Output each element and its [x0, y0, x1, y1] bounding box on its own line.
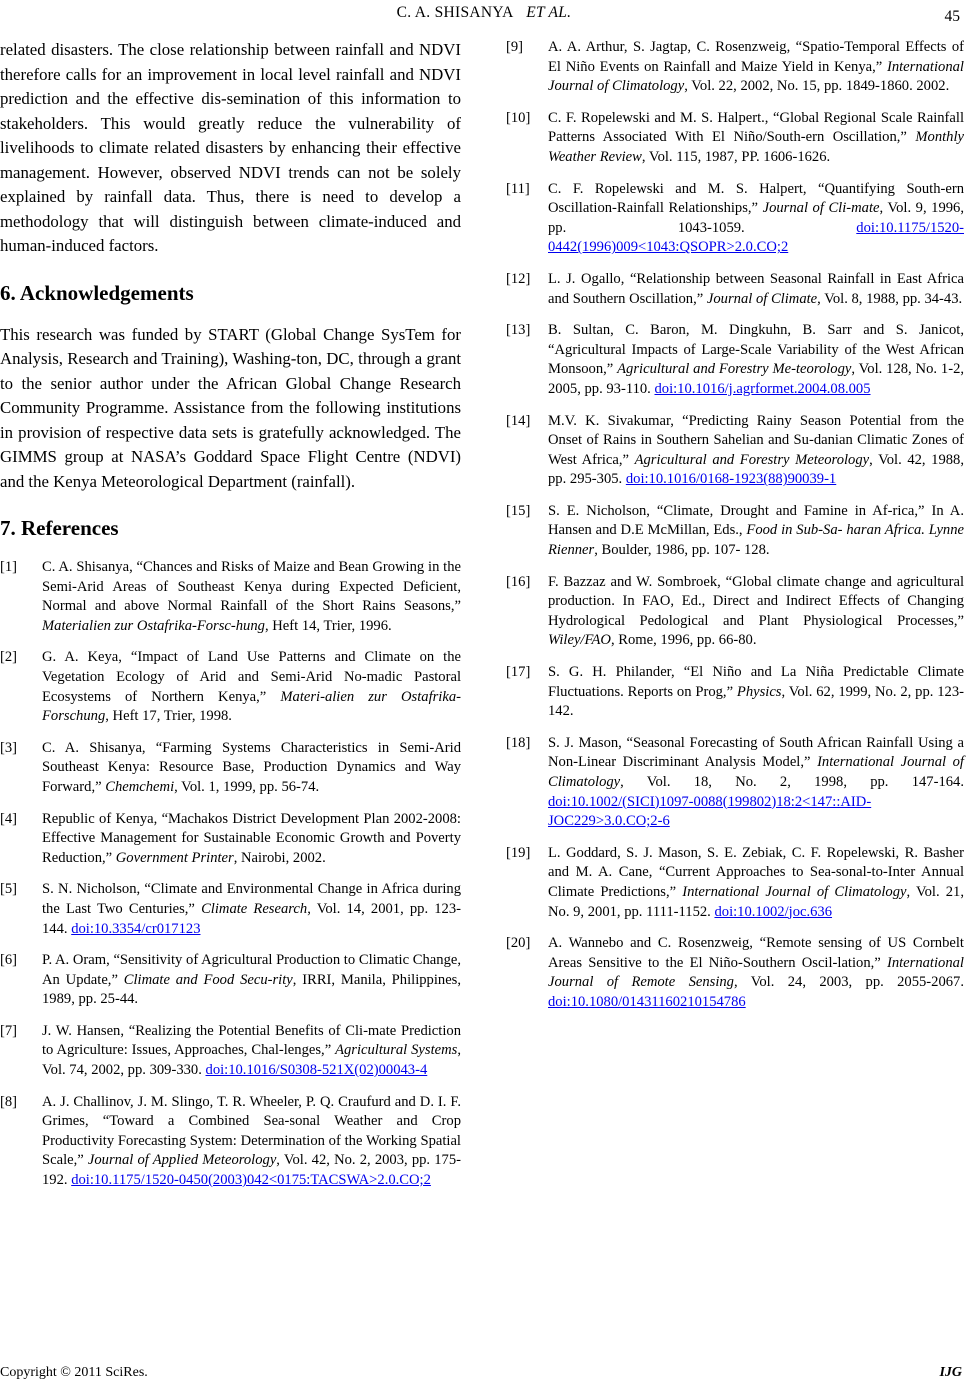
reference-entry	[506, 109, 964, 168]
reference-text: S. E. Nicholson, “Climate, Drought and Famine in Af-rica,” In A. Hansen and D.E McMillan, Eds.,	[548, 502, 964, 539]
reference-text: L. J. Ogallo, “Relationship between Seasonal Rainfall in East Africa and Southern Oscillation,”	[548, 270, 964, 307]
reference-number: [19]	[506, 844, 531, 861]
reference-source: International Journal of Climatology	[682, 883, 907, 900]
reference-details: , Vol. 14, 2001, pp. 123-144.	[42, 900, 462, 937]
reference-text: F. Bazzaz and W. Sombroek, “Global climate change and agricultural production. In FAO, Ed., Direct and Indirect Effects of Changing Hydrological Pedological and Plant Physiological Processes,”	[548, 573, 964, 629]
reference-details: , Rome, 1996, pp. 66-80.	[610, 632, 757, 649]
reference-entry	[0, 810, 461, 869]
running-head-authors: C. A. SHISANYA	[396, 4, 514, 21]
reference-number: [6]	[0, 952, 18, 969]
reference-number: [7]	[0, 1022, 18, 1039]
reference-entry	[506, 412, 964, 490]
reference-number: [1]	[0, 559, 18, 575]
reference-details: , Heft 14, Trier, 1996.	[264, 617, 392, 634]
reference-details: , Vol. 9, 1996, pp. 1043-1059.	[548, 200, 964, 236]
acknowledgements-heading: 6. Acknowledgements	[0, 280, 194, 305]
reference-number: [2]	[0, 649, 18, 666]
reference-entry	[506, 270, 964, 309]
page-number: 45	[944, 8, 960, 25]
references-heading: 7. References	[0, 516, 119, 540]
reference-text: A. A. Arthur, S. Jagtap, C. Rosenzweig, “Spatio-Temporal Effects of El Niño Events on Rainfall and Maize Yield in Kenya,”	[548, 39, 964, 75]
reference-details: , Vol. 128, No. 1-2, 2005, pp. 93-110.	[548, 361, 965, 397]
reference-entry	[0, 1022, 461, 1081]
reference-details: , Vol. 18, No. 2, 1998, pp. 147-164.	[620, 774, 964, 790]
reference-source: Agricultural and Forestry Meteorology	[634, 451, 870, 468]
reference-entry	[506, 502, 964, 561]
reference-text: S. N. Nicholson, “Climate and Environmental Change in Africa during the Last Two Centuries,”	[42, 881, 461, 917]
doi-link[interactable]: doi:10.1002/(SICI)1097-0088(199802)18:2<147::AID-JOC229>3.0.CO;2-6	[548, 793, 872, 830]
reference-number: [3]	[0, 739, 18, 756]
reference-details: , Vol. 21, No. 9, 2001, pp. 1111-1152.	[548, 883, 964, 920]
reference-source: Journal of Climate	[706, 290, 818, 307]
reference-text: J. W. Hansen, “Realizing the Potential Benefits of Cli-mate Prediction to Agriculture: Issues, Approaches, Chal-lenges,”	[42, 1022, 461, 1059]
reference-text: L. Goddard, S. J. Mason, S. E. Zebiak, C. F. Ropelewski, R. Basher and M. A. Cane, “Current Approaches to Sea-sonal-to-Inter Annual Climate Predictions,”	[548, 844, 964, 900]
doi-link[interactable]: doi:10.1016/0168-1923(88)90039-1	[625, 471, 837, 488]
reference-number: [4]	[0, 810, 18, 827]
reference-source: Chemchemi	[105, 778, 175, 795]
reference-entry	[506, 663, 964, 722]
reference-entry	[506, 321, 964, 399]
reference-details: , Vol. 42, 1988, pp. 295-305.	[548, 451, 964, 488]
reference-number: [12]	[506, 270, 531, 287]
journal-abbrev: IJG	[939, 1365, 962, 1380]
running-head	[0, 4, 968, 22]
reference-source: Government Printer	[115, 849, 234, 866]
reference-entry	[506, 573, 964, 651]
reference-details: , Vol. 42, No. 2, 2003, pp. 175-192.	[42, 1152, 461, 1189]
reference-number: [14]	[506, 412, 531, 429]
reference-text: B. Sultan, C. Baron, M. Dingkuhn, B. Sarr and S. Janicot, “Agricultural Impacts of Large-Scale Variability of the West African Monsoon,”	[548, 322, 964, 378]
reference-source: International Journal of Remote Sensing	[548, 954, 964, 991]
reference-details: , Vol. 1, 1999, pp. 56-74.	[174, 778, 320, 795]
reference-number: [11]	[506, 180, 530, 197]
reference-number: [9]	[506, 39, 524, 55]
doi-link[interactable]: doi:10.1175/1520-0442(1996)009<1043:QSOPR>2.0.CO;2	[548, 219, 964, 256]
reference-number: [13]	[506, 322, 531, 339]
reference-entry	[506, 38, 964, 97]
doi-link[interactable]: doi:10.1002/joc.636	[714, 903, 833, 920]
reference-source: Agricultural Systems	[335, 1042, 458, 1059]
doi-link[interactable]: doi:10.1016/j.agrformet.2004.08.005	[654, 380, 871, 397]
reference-details: , Vol. 22, 2002, No. 15, pp. 1849-1860. 2002.	[684, 78, 950, 95]
reference-details: , Boulder, 1986, pp. 107- 128.	[594, 542, 770, 559]
reference-details: , Vol. 74, 2002, pp. 309-330.	[42, 1042, 461, 1079]
acknowledgements-paragraph: This research was funded by START (Global Change SysTem for Analysis, Research and Training), Washing-ton, DC, through a grant to the senior author under the African Global Change Research Community Programme. Assistance from the following institutions in provision of respective data sets is gratefully acknowledged. The GIMMS group at NASA’s Goddard Space Flight Centre (NDVI) and the Kenya Meteorological Department (rainfall).	[0, 324, 461, 491]
reference-number: [15]	[506, 502, 531, 519]
doi-link[interactable]: doi:10.3354/cr017123	[71, 920, 201, 937]
reference-details: , Nairobi, 2002.	[233, 849, 326, 866]
intro-paragraph: related disasters. The close relationship between rainfall and NDVI therefore calls for an improvement in local level rainfall and NDVI prediction and the effective dis-semination of this information to stakeholders. This would greatly reduce the vulnerability of livelihoods to climate related disasters by enhancing their effective management. However, observed NDVI trends can not be solely explained by rainfall data. Thus, there is need to develop a methodology that will distinguish between climate-induced and human-induced factors.	[0, 40, 461, 255]
reference-source: Monthly Weather Review	[548, 129, 964, 165]
reference-source: International Journal of Climatology	[548, 754, 964, 790]
reference-entry	[506, 844, 964, 922]
reference-entry	[0, 880, 461, 939]
reference-text: C. A. Shisanya, “Chances and Risks of Maize and Bean Growing in the Semi-Arid Areas of Southeast Kenya during Expected Deficient, Normal and above Normal Rainfall of the Short Rains Seasons,”	[42, 559, 461, 615]
reference-entry	[0, 558, 461, 636]
reference-details: , Vol. 8, 1988, pp. 34-43.	[817, 290, 963, 307]
reference-number: [17]	[506, 664, 531, 681]
reference-text: M.V. K. Sivakumar, “Predicting Rainy Season Potential from the Onset of Rains in Southern Sahelian and Su-danian Climatic Zones of West Africa,”	[548, 412, 964, 468]
reference-number: [20]	[506, 935, 531, 952]
reference-source: International Journal of Climatology	[548, 58, 964, 95]
reference-details: , Heft 17, Trier, 1998.	[105, 708, 232, 725]
reference-entry	[506, 734, 964, 832]
copyright-notice: Copyright © 2011 SciRes.	[0, 1365, 148, 1380]
reference-source: Agricultural and Forestry Me-teorology	[617, 361, 852, 378]
reference-entry	[0, 739, 461, 798]
reference-number: [16]	[506, 573, 531, 590]
left-column	[0, 38, 461, 1203]
reference-entry	[506, 180, 964, 258]
reference-entry	[0, 648, 461, 726]
reference-text: C. F. Ropelewski and M. S. Halpert, “Quantifying South-ern Oscillation-Rainfall Relationships,”	[548, 180, 964, 217]
reference-number: [18]	[506, 734, 531, 751]
reference-source: Materi-alien zur Ostafrika-Forschung	[42, 688, 461, 725]
reference-source: Climate and Food Secu-rity	[123, 971, 293, 988]
reference-text: C. F. Ropelewski and M. S. Halpert., “Global Regional Scale Rainfall Patterns Associated With El Niño/South-ern Oscillation,”	[548, 109, 964, 146]
reference-text: Republic of Kenya, “Machakos District Development Plan 2002-2008: Effective Management for Sustainable Economic Growth and Poverty Reduction,”	[42, 810, 461, 866]
reference-text: P. A. Oram, “Sensitivity of Agricultural Production to Climatic Change, An Update,”	[42, 952, 461, 988]
reference-list-left	[0, 558, 461, 1191]
reference-text: A. J. Challinov, J. M. Slingo, T. R. Wheeler, P. Q. Craufurd and D. I. F. Grimes, “Toward a Combined Sea-sonal Weather and Crop Productivity Forecasting System: Determination of the Working Spatial Scale,”	[42, 1093, 461, 1169]
reference-source: Physics	[736, 683, 782, 700]
reference-entry	[0, 1093, 461, 1191]
reference-text: A. Wannebo and C. Rosenzweig, “Remote sensing of US Cornbelt Areas Sensitive to the El Niño-Southern Oscil-lation,”	[548, 935, 964, 971]
reference-details: , Vol. 24, 2003, pp. 2055-2067.	[733, 974, 964, 991]
reference-source: Food in Sub-Sa- haran Africa. Lynne Rienner	[548, 522, 965, 559]
doi-link[interactable]: doi:10.1016/S0308-521X(02)00043-4	[205, 1062, 428, 1079]
reference-text: C. A. Shisanya, “Farming Systems Characteristics in Semi-Arid Southeast Kenya: Resource Base, Production Dynamics and Way Forward,”	[42, 739, 461, 795]
reference-text: S. G. H. Philander, “El Niño and La Niña Predictable Climate Fluctuations. Reports on Prog,”	[548, 664, 964, 700]
reference-number: [10]	[506, 109, 531, 126]
running-head-etal: ET AL.	[526, 4, 572, 21]
reference-source: Journal of Applied Meteorology	[87, 1152, 277, 1169]
reference-number: [8]	[0, 1093, 18, 1110]
reference-entry	[0, 951, 461, 1010]
reference-text: S. J. Mason, “Seasonal Forecasting of South African Rainfall Using a Non-Linear Discriminant Analysis Model,”	[548, 734, 964, 771]
reference-source: Wiley/FAO	[548, 632, 611, 649]
right-column	[506, 38, 964, 1025]
doi-link[interactable]: doi:10.1080/01431160210154786	[548, 993, 746, 1010]
doi-link[interactable]: doi:10.1175/1520-0450(2003)042<0175:TACSWA>2.0.CO;2	[71, 1172, 431, 1189]
reference-text: G. A. Keya, “Impact of Land Use Patterns and Climate on the Vegetation Ecology of Arid and Semi-Arid No-madic Pastoral Ecosystems of Northern Kenya,”	[42, 649, 461, 705]
page-header	[0, 4, 968, 30]
reference-list-right	[506, 38, 964, 1013]
reference-source: Journal of Cli-mate	[762, 200, 880, 217]
reference-source: Climate Research	[201, 900, 308, 917]
reference-entry	[506, 934, 964, 1012]
reference-source: Materialien zur Ostafrika-Forsc-hung	[42, 617, 265, 634]
reference-details: , IRRI, Manila, Philippines, 1989, pp. 25-44.	[42, 971, 462, 1008]
reference-details: , Vol. 62, 1999, No. 2, pp. 123- 142.	[548, 683, 964, 720]
reference-details: , Vol. 115, 1987, PP. 1606-1626.	[641, 148, 831, 165]
reference-number: [5]	[0, 881, 18, 898]
